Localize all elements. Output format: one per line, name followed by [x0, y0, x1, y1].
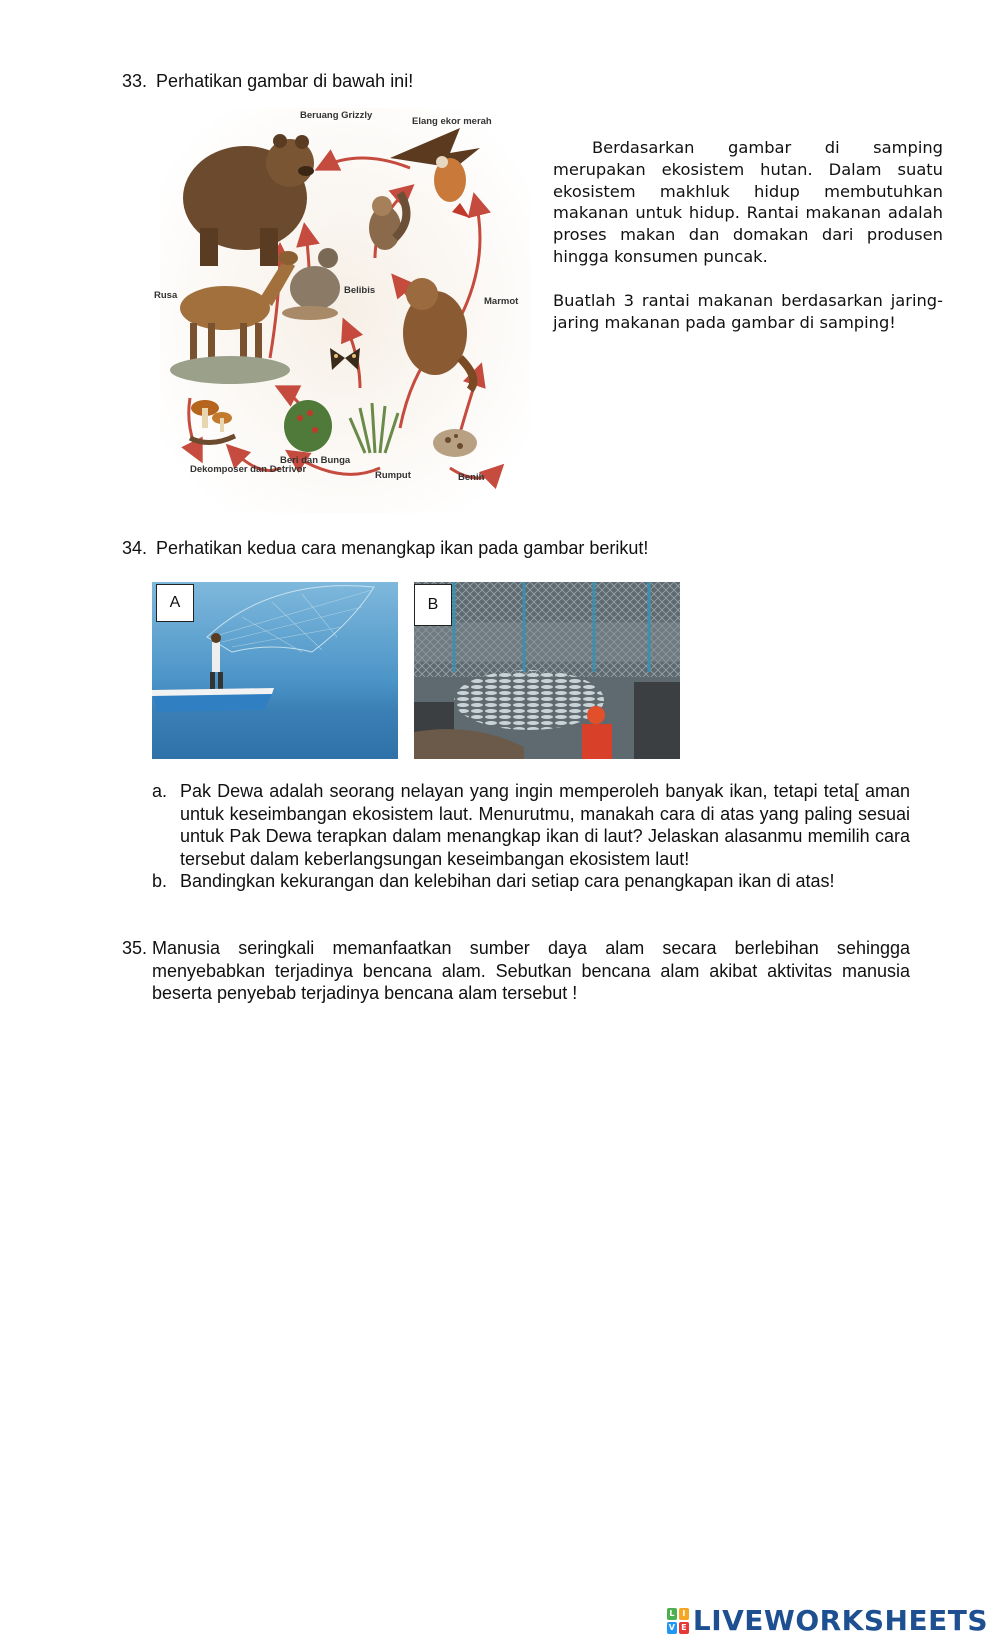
question-number: 35.	[122, 938, 148, 958]
label-deer: Rusa	[154, 290, 178, 301]
question-35	[122, 937, 910, 1005]
image-trawl-net-fishing	[414, 582, 680, 759]
berry-bush-illustration	[284, 400, 332, 452]
food-web-image	[154, 108, 530, 513]
question-text: Perhatikan gambar di bawah ini!	[156, 71, 414, 91]
logo-text: LIVEWORKSHEETS	[692, 1604, 988, 1637]
label-marmot: Marmot	[484, 296, 519, 307]
question-33-title	[122, 70, 413, 92]
question-text: Perhatikan kedua cara menangkap ikan pada gambar berikut!	[156, 538, 649, 558]
q34-options	[152, 780, 910, 893]
liveworksheets-logo	[667, 1604, 988, 1637]
image-cast-net-fishing	[152, 582, 398, 759]
question-number: 34.	[122, 538, 148, 558]
q33-instruction: Buatlah 3 rantai makanan berdasarkan jaring-jaring makanan pada gambar di samping!	[553, 291, 943, 332]
label-bear-1: Beruang Grizzly	[300, 110, 373, 121]
option-mark: a.	[152, 781, 168, 801]
question-34-title	[122, 537, 648, 559]
option-a	[152, 780, 910, 870]
label-decomposer: Dekomposer dan Detrivor	[190, 464, 307, 475]
question-number: 33.	[122, 71, 148, 91]
label-grass: Rumput	[375, 470, 411, 481]
question-text: Manusia seringkali memanfaatkan sumber daya alam secara berlebihan sehingga menyebabkan terjadinya bencana alam. Sebutkan bencana alam akibat aktivitas manusia beserta penyebab terjadinya bencana alam tersebut !	[152, 938, 910, 1003]
label-berries: Beri dan Bunga	[280, 455, 351, 466]
logo-mark-icon: L I V E	[667, 1608, 689, 1634]
image-a-label: A	[156, 584, 194, 622]
label-seeds: Benih	[458, 472, 485, 483]
label-grouse: Belibis	[344, 285, 376, 296]
label-eagle: Elang ekor merah	[412, 116, 492, 127]
image-b-label: B	[414, 584, 452, 626]
option-mark: b.	[152, 871, 168, 891]
seeds-illustration	[433, 429, 477, 457]
option-text: Pak Dewa adalah seorang nelayan yang ingin memperoleh banyak ikan, tetapi teta[ aman untuk keseimbangan ekosistem laut. Menurutmu, manakah cara di atas yang paling sesuai untuk Pak Dewa terapkan dalam menangkap ikan di laut? Jelaskan alasanmu memilih cara tersebut dalam keberlangsungan keseimbangan ekosistem laut!	[180, 781, 910, 869]
q33-description: Berdasarkan gambar di samping merupakan ekosistem hutan. Dalam suatu ekosistem makhluk hidup membutuhkan makanan untuk hidup. Rantai makanan adalah proses makan dan domakan dari produsen hingga konsumen puncak.	[553, 138, 943, 266]
option-text: Bandingkan kekurangan dan kelebihan dari setiap cara penangkapan ikan di atas!	[180, 871, 835, 891]
option-b	[152, 870, 910, 893]
